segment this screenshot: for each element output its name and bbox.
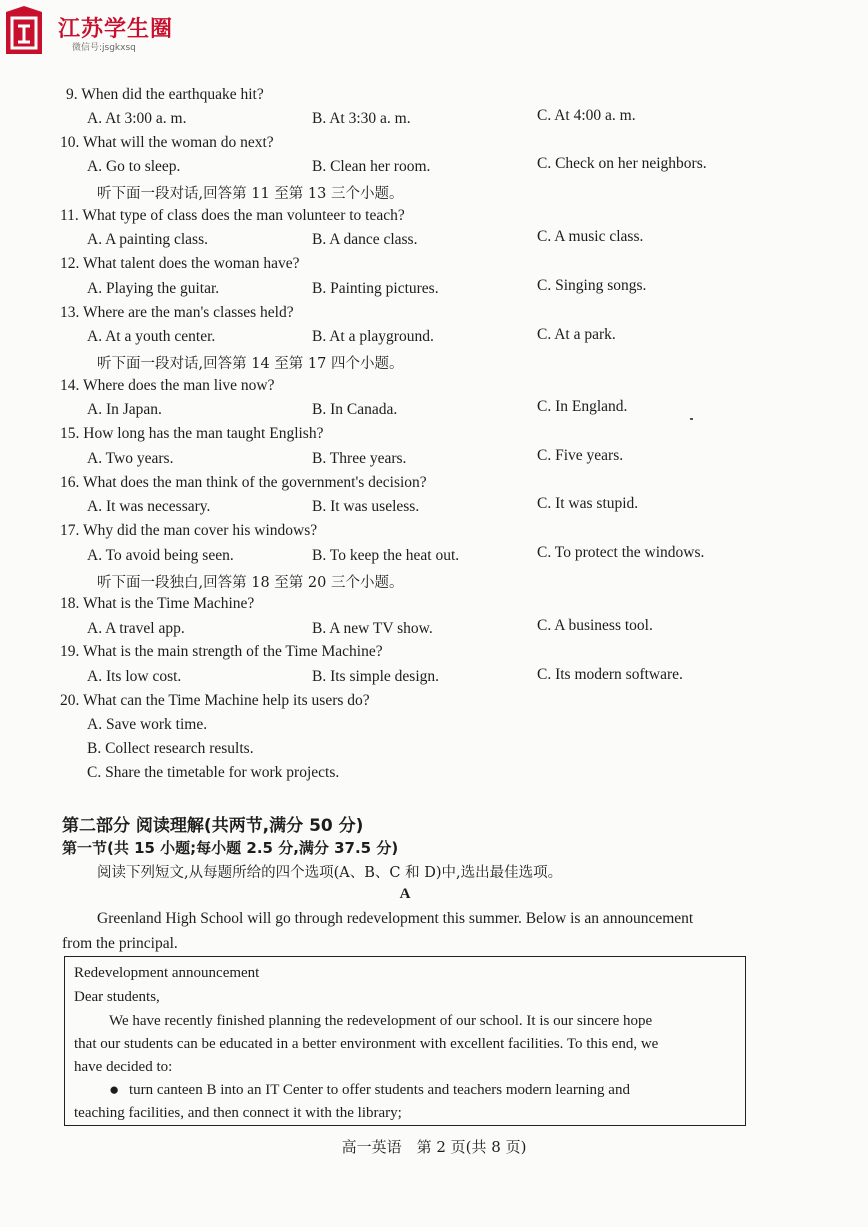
q20-option-b: B. Collect research results.: [87, 740, 254, 757]
q11-option-a: A. A painting class.: [87, 231, 208, 248]
q16-option-b: B. It was useless.: [312, 498, 420, 515]
q19-option-a: A. Its low cost.: [87, 668, 182, 685]
logo-subtitle: 微信号:jsgkxsq: [72, 43, 136, 53]
q18-option-a: A. A travel app.: [87, 620, 185, 637]
q18-option-c: C. A business tool.: [537, 617, 653, 634]
passage-intro-line1: Greenland High School will go through redevelopment this summer. Below is an announcement: [97, 910, 694, 927]
q14-option-b: B. In Canada.: [312, 401, 398, 418]
q18-option-b: B. A new TV show.: [312, 620, 433, 637]
q9-option-b: B. At 3:30 a. m.: [312, 110, 411, 127]
q13-option-c: C. At a park.: [537, 326, 616, 343]
q9-option-c: C. At 4:00 a. m.: [537, 107, 636, 124]
scan-speck: [690, 418, 693, 420]
page-footer: 高一英语 第 2 页(共 8 页): [341, 1138, 527, 1156]
q15-option-c: C. Five years.: [537, 447, 624, 464]
question-13: 13. Where are the man's classes held?: [60, 304, 294, 321]
question-14: 14. Where does the man live now?: [60, 377, 275, 394]
question-20: 20. What can the Time Machine help its users do?: [60, 692, 370, 709]
question-10: 10. What will the woman do next?: [60, 134, 274, 151]
q13-option-b: B. At a playground.: [312, 328, 434, 345]
q19-option-c: C. Its modern software.: [537, 666, 683, 683]
q11-option-c: C. A music class.: [537, 228, 644, 245]
section-title: 第二部分 阅读理解(共两节,满分 50 分): [62, 816, 364, 836]
announcement-box: [64, 956, 746, 1126]
logo-icon: [2, 4, 46, 58]
logo-title: 江苏学生圈: [58, 17, 174, 42]
q16-option-a: A. It was necessary.: [87, 498, 211, 515]
q10-option-a: A. Go to sleep.: [87, 158, 181, 175]
announcement-greeting: Dear students,: [74, 989, 160, 1005]
q12-option-a: A. Playing the guitar.: [87, 280, 220, 297]
q15-option-a: A. Two years.: [87, 450, 174, 467]
q16-option-c: C. It was stupid.: [537, 495, 639, 512]
q12-option-c: C. Singing songs.: [537, 277, 647, 294]
q10-option-b: B. Clean her room.: [312, 158, 431, 175]
announcement-p1-line1: We have recently finished planning the redevelopment of our school. It is our sincere hope: [109, 1013, 653, 1029]
q14-option-a: A. In Japan.: [87, 401, 162, 418]
q12-option-b: B. Painting pictures.: [312, 280, 439, 297]
q11-option-b: B. A dance class.: [312, 231, 418, 248]
question-18: 18. What is the Time Machine?: [60, 595, 255, 612]
q20-option-c: C. Share the timetable for work projects.: [87, 764, 340, 781]
announcement-p1-line3: have decided to:: [74, 1059, 173, 1075]
question-11: 11. What type of class does the man volunteer to teach?: [60, 207, 405, 224]
bullet-icon: ●: [109, 1080, 120, 1099]
section-directions: 阅读下列短文,从每题所给的四个选项(A、B、C 和 D)中,选出最佳选项。: [97, 865, 563, 881]
passage-label: A: [399, 886, 411, 902]
q15-option-b: B. Three years.: [312, 450, 407, 467]
section-subtitle: 第一节(共 15 小题;每小题 2.5 分,满分 37.5 分): [62, 839, 399, 857]
q10-option-c: C. Check on her neighbors.: [537, 155, 707, 172]
q13-option-a: A. At a youth center.: [87, 328, 216, 345]
announcement-bullet1-line2: teaching facilities, and then connect it with the library;: [74, 1105, 402, 1121]
question-16: 16. What does the man think of the government's decision?: [60, 474, 427, 491]
question-9: 9. When did the earthquake hit?: [66, 86, 264, 103]
instruction-11-13: 听下面一段对话,回答第 11 至第 13 三个小题。: [97, 186, 404, 202]
q9-option-a: A. At 3:00 a. m.: [87, 110, 187, 127]
question-17: 17. Why did the man cover his windows?: [60, 522, 318, 539]
question-15: 15. How long has the man taught English?: [60, 425, 324, 442]
q14-option-c: C. In England.: [537, 398, 628, 415]
instruction-14-17: 听下面一段对话,回答第 14 至第 17 四个小题。: [97, 356, 404, 372]
announcement-p1-line2: that our students can be educated in a better environment with excellent facilities. To this end, we: [74, 1036, 659, 1052]
instruction-18-20: 听下面一段独白,回答第 18 至第 20 三个小题。: [97, 575, 404, 591]
question-12: 12. What talent does the woman have?: [60, 255, 300, 272]
q17-option-b: B. To keep the heat out.: [312, 547, 460, 564]
announcement-bullet1-line1: turn canteen B into an IT Center to offer students and teachers modern learning and: [129, 1082, 630, 1098]
q20-option-a: A. Save work time.: [87, 716, 208, 733]
q17-option-a: A. To avoid being seen.: [87, 547, 234, 564]
q19-option-b: B. Its simple design.: [312, 668, 440, 685]
passage-intro-line2: from the principal.: [62, 935, 178, 952]
announcement-title: Redevelopment announcement: [74, 965, 260, 981]
q17-option-c: C. To protect the windows.: [537, 544, 705, 561]
question-19: 19. What is the main strength of the Time Machine?: [60, 643, 383, 660]
